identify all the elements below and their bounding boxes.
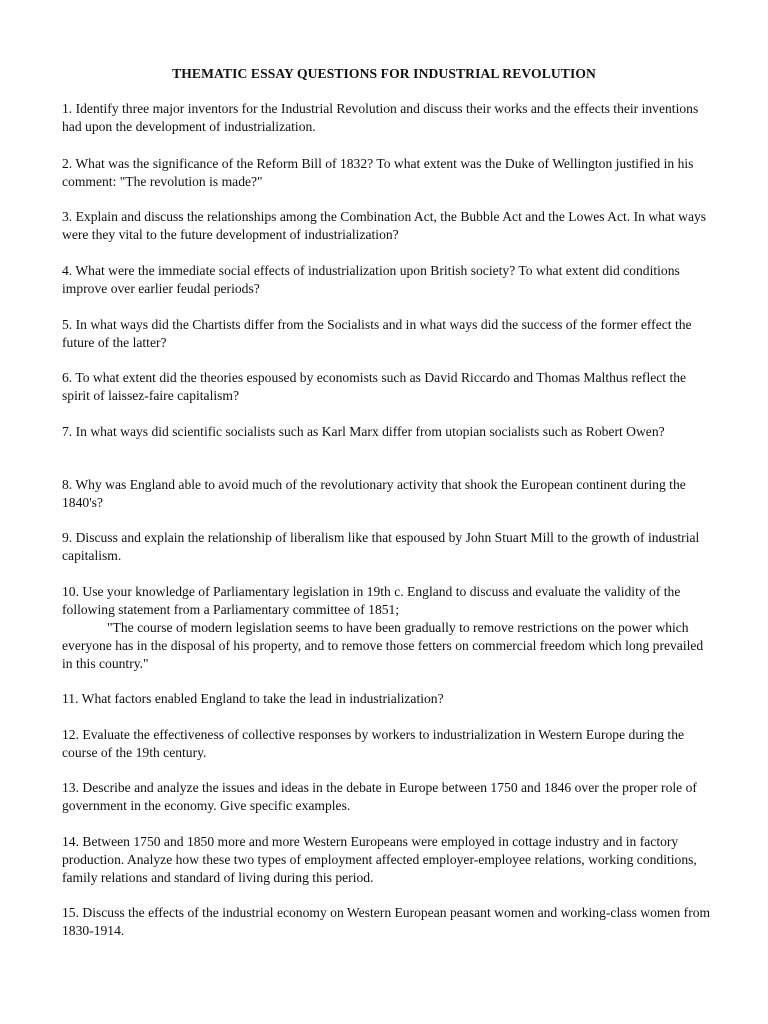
- question-6: [62, 369, 712, 405]
- question-text: 14. Between 1750 and 1850 more and more Western Europeans were employed in cottage industry and in factory production. Analyze how these two types of employment affected employer-employee relations, working conditions, family relations and standard of living during this period.: [62, 834, 697, 885]
- question-text: 3. Explain and discuss the relationships among the Combination Act, the Bubble Act and the Lowes Act. In what ways were they vital to the future development of industrialization?: [62, 209, 707, 242]
- document-title: THEMATIC ESSAY QUESTIONS FOR INDUSTRIAL REVOLUTION: [172, 66, 596, 81]
- question-11: [62, 690, 712, 708]
- question-text: 2. What was the significance of the Reform Bill of 1832? To what extent was the Duke of Wellington justified in his comment: "The revolution is made?": [62, 156, 694, 189]
- question-2: [62, 155, 712, 191]
- question-14: [62, 833, 712, 887]
- question-8: [62, 476, 712, 512]
- question-5: [62, 316, 712, 352]
- question-text: 12. Evaluate the effectiveness of collective responses by workers to industrialization in Western Europe during the course of the 19th century.: [62, 727, 685, 760]
- question-text: 6. To what extent did the theories espoused by economists such as David Riccardo and Thomas Malthus reflect the spirit of laissez-faire capitalism?: [62, 370, 687, 403]
- question-text: 8. Why was England able to avoid much of the revolutionary activity that shook the European continent during the 1840's?: [62, 477, 686, 510]
- question-text: 9. Discuss and explain the relationship of liberalism like that espoused by John Stuart Mill to the growth of industrial capitalism.: [62, 530, 700, 563]
- question-1: [62, 100, 712, 136]
- question-text: 11. What factors enabled England to take the lead in industrialization?: [62, 691, 444, 706]
- question-7: [62, 423, 712, 441]
- question-3: [62, 208, 712, 244]
- question-13: [62, 779, 712, 815]
- question-text: 4. What were the immediate social effects of industrialization upon British society? To what extent did conditions improve over earlier feudal periods?: [62, 263, 680, 296]
- question-10: [62, 583, 712, 673]
- question-text: 13. Describe and analyze the issues and ideas in the debate in Europe between 1750 and 1846 over the proper role of government in the economy. Give specific examples.: [62, 780, 697, 813]
- question-text: 1. Identify three major inventors for the Industrial Revolution and discuss their works and the effects their inventions had upon the development of industrialization.: [62, 101, 699, 134]
- question-9: [62, 529, 712, 565]
- question-text: 15. Discuss the effects of the industrial economy on Western European peasant women and working-class women from 1830-1914.: [62, 905, 711, 938]
- question-text: 7. In what ways did scientific socialists such as Karl Marx differ from utopian socialists such as Robert Owen?: [62, 424, 665, 439]
- question-15: [62, 904, 712, 940]
- parliamentary-quote: "The course of modern legislation seems to have been gradually to remove restrictions on the power which everyone has in the disposal of his property, and to remove those fetters on commercial freedom which long prevailed in this country.": [62, 620, 704, 671]
- question-text: 5. In what ways did the Chartists differ from the Socialists and in what ways did the success of the former effect the future of the latter?: [62, 317, 692, 350]
- question-4: [62, 262, 712, 298]
- question-12: [62, 726, 712, 762]
- question-text: 10. Use your knowledge of Parliamentary legislation in 19th c. England to discuss and evaluate the validity of the following statement from a Parliamentary committee of 1851;: [62, 584, 681, 617]
